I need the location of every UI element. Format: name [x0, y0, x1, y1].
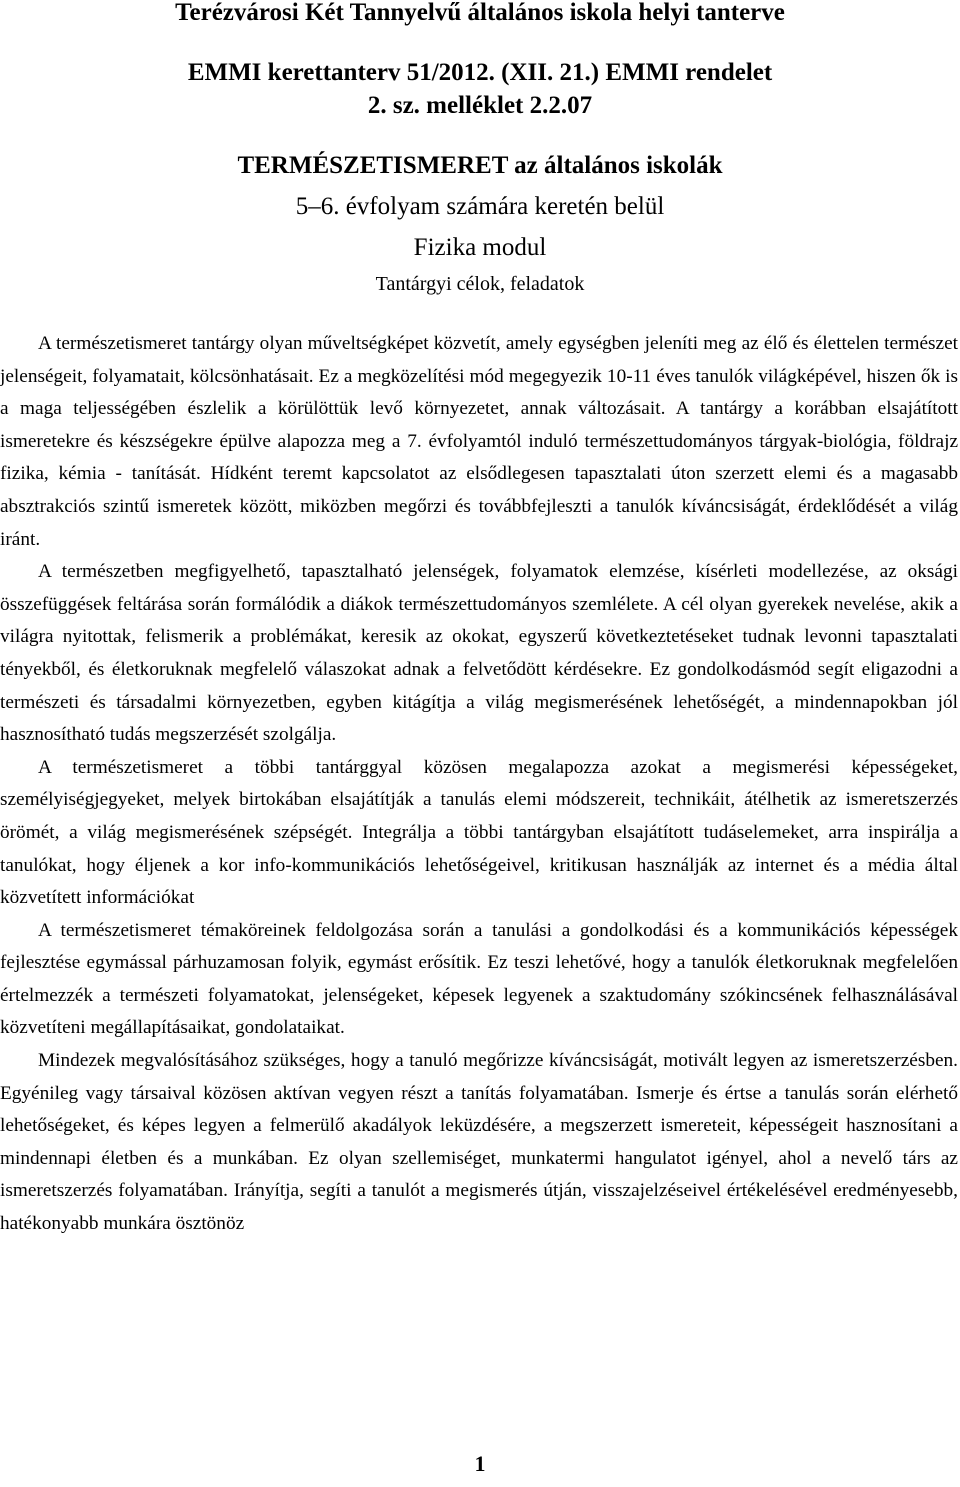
- paragraph: A természetismeret a többi tantárggyal közösen megalapozza azokat a megismerési képességeket, személyiségjegyeket, melyek birtokában elsajátítják a tanulás elemi módszereit, technikáit, átélhetik az ismeretszerzés örömét, a világ megismerésének szépségét. Integrálja a többi tantárgyban elsajátított tudáselemeket, arra inspirálja a tanulókat, hogy éljenek a kor info-kommunikációs lehetőségeivel, kritikusan használják az internet és a média által közvetített információkat: [0, 756, 958, 909]
- paragraph: A természetben megfigyelhető, tapasztalható jelenségek, folyamatok elemzése, kísérleti modellezése, az oksági összefüggések feltárása során formálódik a diákok természettudományos szemlélete. A cél olyan gyerekek nevelése, akik a világra nyitottak, felismerik a problémákat, keresik az okokat, egyszerű következtetéseket tudnak levonni tapasztalati tényekből, és életkoruknak megfelelő válaszokat adnak a felvetődött kérdésekre. Ez gondolkodásmód segít eligazodni a természeti és társadalmi környezetben, egyben kitágítja a világ megismerésének lehetőségét, a mindennapokban jól hasznosítható tudás megszerzését szolgálja.: [0, 561, 958, 746]
- paragraph: A természetismeret tantárgy olyan műveltségképet közvetít, amely egységben jeleníti meg az élő és élettelen természet jelenségeit, folyamatait, kölcsönhatásait. Ez a megközelítési mód megegyezik 10-11 éves tanulók világképével, hiszen ők is a maga teljességében észlelik a körülöttük levő környezetet, annak változásait. A tantárgy a korábban elsajátított ismeretekre és készségekre épülve alapozza meg a 7. évfolyamtól induló természettudományos tárgyak-biológia, földrajz fizika, kémia - tanítását. Hídként teremt kapcsolatot az elsődlegesen tapasztalati úton szerzett elemi és a magasabb absztrakciós szintű ismeretek között, miközben megőrzi és továbbfejleszti a tanulók kíváncsiságát, érdeklődését a világ iránt.: [0, 333, 958, 550]
- subject-title: TERMÉSZETISMERET az általános iskolák: [237, 152, 723, 179]
- section-title: Tantárgyi célok, feladatok: [375, 273, 585, 295]
- document-body: [0, 328, 958, 1241]
- module-title: Fizika modul: [413, 234, 547, 261]
- school-title: Terézvárosi Két Tannyelvű általános iskola helyi tanterve: [175, 0, 785, 26]
- paragraph: A természetismeret témaköreinek feldolgozása során a tanulási a gondolkodási és a kommunikációs képességek fejlesztése egymással párhuzamosan folyik, egymást erősítik. Ez teszi lehetővé, hogy a tanulók életkoruknak megfelelően értelmezzék a természeti folyamatokat, jelenségeket, képesek legyenek a szaktudomány szókincsének felhasználásával közvetíteni megállapításaikat, gondolataikat.: [0, 919, 958, 1039]
- page-number: 1: [474, 1451, 486, 1476]
- paragraph: Mindezek megvalósításához szükséges, hogy a tanuló megőrizze kíváncsiságát, motivált legyen az ismeretszerzésben. Egyénileg vagy társaival közösen aktívan vegyen részt a tanítás folyamatában. Ismerje és értse a tanulás során elérhető lehetőségeket, és képes legyen a felmerülő akadályok leküzdésére, a megszerzett ismereteit, képességeit hasznosítani a mindennapi életben és a munkában. Ez olyan szellemiséget, munkatermi hangulatot igényel, ahol a nevelő társ az ismeretszerzés folyamatában. Irányítja, segíti a tanulót a megismerés útján, visszajelzéseivel értékelésével eredményesebb, hatékonyabb munkára ösztönöz: [0, 1050, 958, 1235]
- decree-line-1: EMMI kerettanterv 51/2012. (XII. 21.) EMMI rendelet: [187, 59, 773, 86]
- decree-line-2: 2. sz. melléklet 2.2.07: [367, 92, 593, 119]
- grades-line: 5–6. évfolyam számára keretén belül: [295, 193, 665, 220]
